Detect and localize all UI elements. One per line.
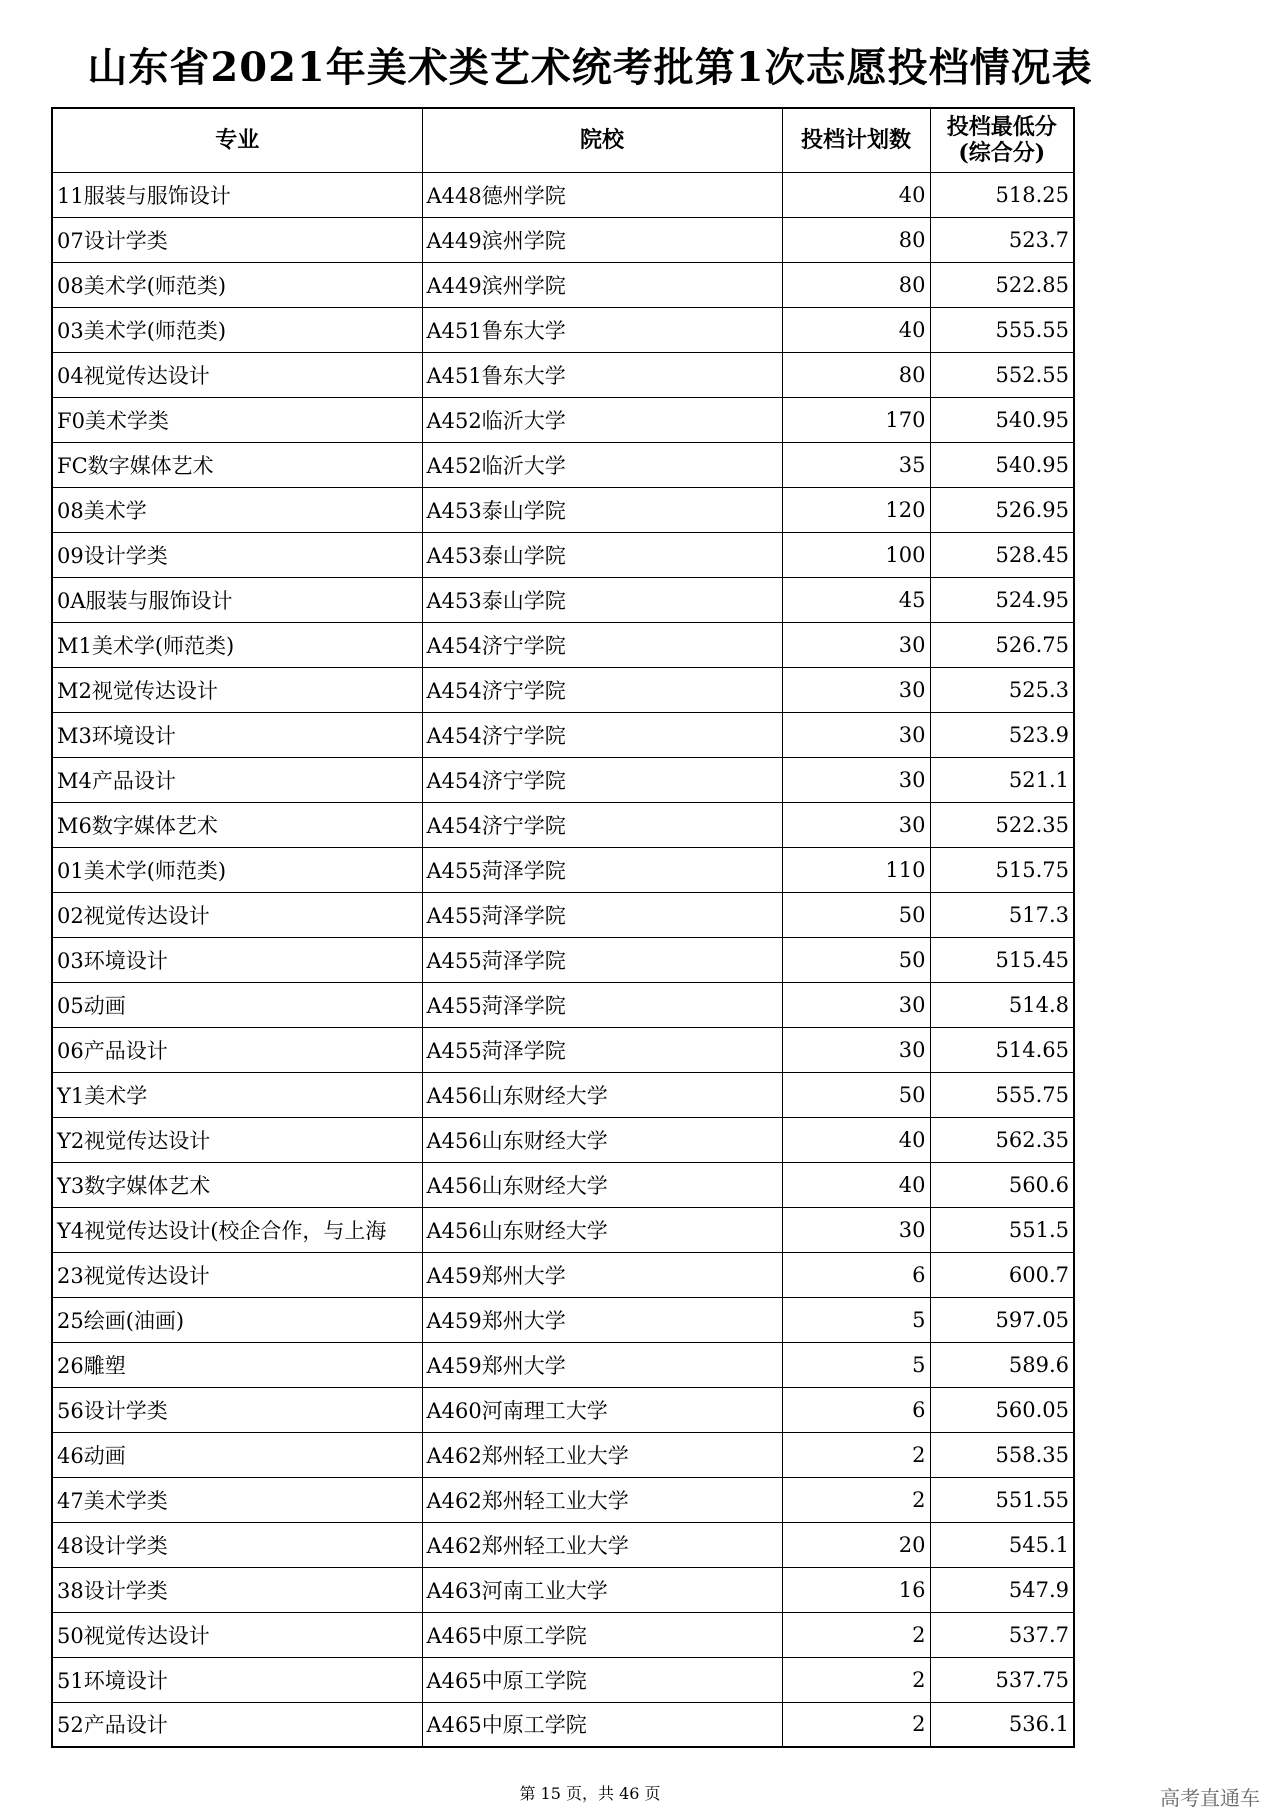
- cell-min-score: 522.85: [930, 262, 1074, 307]
- cell-school: A460河南理工大学: [422, 1387, 782, 1432]
- cell-plan-count: 40: [782, 307, 930, 352]
- cell-min-score: 558.35: [930, 1432, 1074, 1477]
- cell-school: A459郑州大学: [422, 1342, 782, 1387]
- table-row: [52, 982, 1074, 1027]
- table-row: [52, 307, 1074, 352]
- cell-min-score: 521.1: [930, 757, 1074, 802]
- cell-min-score: 515.75: [930, 847, 1074, 892]
- cell-major: 05动画: [52, 982, 422, 1027]
- cell-plan-count: 30: [782, 1027, 930, 1072]
- cell-school: A456山东财经大学: [422, 1162, 782, 1207]
- cell-major: 26雕塑: [52, 1342, 422, 1387]
- cell-major: Y4视觉传达设计(校企合作，与上海: [52, 1207, 422, 1252]
- watermark: 高考直通车: [1160, 1786, 1260, 1810]
- cell-school: A451鲁东大学: [422, 307, 782, 352]
- header-min-score-line2: (综合分): [958, 140, 1046, 167]
- cell-plan-count: 120: [782, 487, 930, 532]
- table-row: [52, 577, 1074, 622]
- cell-school: A462郑州轻工业大学: [422, 1522, 782, 1567]
- table-header-row: [52, 108, 1074, 172]
- cell-school: A465中原工学院: [422, 1657, 782, 1702]
- cell-plan-count: 6: [782, 1387, 930, 1432]
- cell-min-score: 555.75: [930, 1072, 1074, 1117]
- cell-school: A448德州学院: [422, 172, 782, 217]
- cell-major: F0美术学类: [52, 397, 422, 442]
- cell-school: A454济宁学院: [422, 712, 782, 757]
- cell-plan-count: 30: [782, 667, 930, 712]
- cell-min-score: 536.1: [930, 1702, 1074, 1747]
- cell-school: A453泰山学院: [422, 577, 782, 622]
- table-row: [52, 1252, 1074, 1297]
- cell-plan-count: 20: [782, 1522, 930, 1567]
- cell-plan-count: 80: [782, 352, 930, 397]
- cell-school: A463河南工业大学: [422, 1567, 782, 1612]
- table-row: [52, 262, 1074, 307]
- table-row: [52, 1702, 1074, 1747]
- cell-min-score: 560.05: [930, 1387, 1074, 1432]
- table-row: [52, 937, 1074, 982]
- table-row: [52, 352, 1074, 397]
- cell-major: 48设计学类: [52, 1522, 422, 1567]
- cell-major: 46动画: [52, 1432, 422, 1477]
- cell-major: 03环境设计: [52, 937, 422, 982]
- cell-school: A452临沂大学: [422, 397, 782, 442]
- cell-plan-count: 110: [782, 847, 930, 892]
- table-row: [52, 712, 1074, 757]
- table-row: [52, 1522, 1074, 1567]
- cell-plan-count: 50: [782, 1072, 930, 1117]
- cell-min-score: 562.35: [930, 1117, 1074, 1162]
- cell-school: A451鲁东大学: [422, 352, 782, 397]
- admission-table: [51, 107, 1075, 1748]
- table-row: [52, 217, 1074, 262]
- cell-school: A465中原工学院: [422, 1702, 782, 1747]
- cell-major: 08美术学(师范类): [52, 262, 422, 307]
- table-row: [52, 757, 1074, 802]
- table-row: [52, 1027, 1074, 1072]
- cell-plan-count: 35: [782, 442, 930, 487]
- table-row: [52, 1162, 1074, 1207]
- cell-major: 09设计学类: [52, 532, 422, 577]
- cell-plan-count: 30: [782, 757, 930, 802]
- cell-plan-count: 100: [782, 532, 930, 577]
- table-row: [52, 802, 1074, 847]
- cell-plan-count: 5: [782, 1297, 930, 1342]
- cell-major: 56设计学类: [52, 1387, 422, 1432]
- cell-major: 47美术学类: [52, 1477, 422, 1522]
- page-footer: 第 15 页，共 46 页: [519, 1784, 661, 1803]
- cell-major: Y2视觉传达设计: [52, 1117, 422, 1162]
- table-row: [52, 1612, 1074, 1657]
- cell-plan-count: 80: [782, 262, 930, 307]
- cell-major: 23视觉传达设计: [52, 1252, 422, 1297]
- cell-plan-count: 50: [782, 937, 930, 982]
- cell-school: A465中原工学院: [422, 1612, 782, 1657]
- table-row: [52, 1072, 1074, 1117]
- table-row: [52, 172, 1074, 217]
- cell-min-score: 560.6: [930, 1162, 1074, 1207]
- cell-plan-count: 40: [782, 1117, 930, 1162]
- header-school: 院校: [422, 108, 782, 172]
- cell-plan-count: 5: [782, 1342, 930, 1387]
- cell-plan-count: 30: [782, 982, 930, 1027]
- cell-major: 04视觉传达设计: [52, 352, 422, 397]
- cell-min-score: 514.8: [930, 982, 1074, 1027]
- cell-school: A454济宁学院: [422, 802, 782, 847]
- cell-major: Y3数字媒体艺术: [52, 1162, 422, 1207]
- table-row: [52, 442, 1074, 487]
- table-row: [52, 892, 1074, 937]
- cell-plan-count: 2: [782, 1612, 930, 1657]
- cell-plan-count: 50: [782, 892, 930, 937]
- cell-plan-count: 30: [782, 622, 930, 667]
- cell-min-score: 524.95: [930, 577, 1074, 622]
- cell-min-score: 545.1: [930, 1522, 1074, 1567]
- cell-min-score: 555.55: [930, 307, 1074, 352]
- cell-school: A456山东财经大学: [422, 1117, 782, 1162]
- table-row: [52, 847, 1074, 892]
- cell-major: 51环境设计: [52, 1657, 422, 1702]
- cell-min-score: 589.6: [930, 1342, 1074, 1387]
- cell-min-score: 537.7: [930, 1612, 1074, 1657]
- cell-major: Y1美术学: [52, 1072, 422, 1117]
- cell-school: A456山东财经大学: [422, 1072, 782, 1117]
- cell-major: 01美术学(师范类): [52, 847, 422, 892]
- cell-major: M4产品设计: [52, 757, 422, 802]
- cell-school: A454济宁学院: [422, 667, 782, 712]
- cell-school: A449滨州学院: [422, 262, 782, 307]
- table-row: [52, 667, 1074, 712]
- cell-school: A452临沂大学: [422, 442, 782, 487]
- cell-school: A455菏泽学院: [422, 1027, 782, 1072]
- cell-min-score: 547.9: [930, 1567, 1074, 1612]
- cell-plan-count: 2: [782, 1432, 930, 1477]
- cell-min-score: 551.5: [930, 1207, 1074, 1252]
- cell-min-score: 523.9: [930, 712, 1074, 757]
- cell-major: M1美术学(师范类): [52, 622, 422, 667]
- table-row: [52, 1117, 1074, 1162]
- cell-plan-count: 40: [782, 172, 930, 217]
- cell-plan-count: 80: [782, 217, 930, 262]
- cell-major: M6数字媒体艺术: [52, 802, 422, 847]
- cell-major: 08美术学: [52, 487, 422, 532]
- cell-plan-count: 2: [782, 1477, 930, 1522]
- cell-plan-count: 45: [782, 577, 930, 622]
- cell-school: A454济宁学院: [422, 622, 782, 667]
- table-row: [52, 1387, 1074, 1432]
- cell-school: A453泰山学院: [422, 487, 782, 532]
- cell-school: A462郑州轻工业大学: [422, 1432, 782, 1477]
- cell-plan-count: 2: [782, 1702, 930, 1747]
- cell-min-score: 537.75: [930, 1657, 1074, 1702]
- table-body: [52, 172, 1074, 1747]
- cell-plan-count: 6: [782, 1252, 930, 1297]
- header-min-score-line1: 投档最低分: [946, 114, 1057, 141]
- cell-min-score: 552.55: [930, 352, 1074, 397]
- cell-min-score: 517.3: [930, 892, 1074, 937]
- table-row: [52, 1207, 1074, 1252]
- cell-major: 25绘画(油画): [52, 1297, 422, 1342]
- table-row: [52, 1432, 1074, 1477]
- cell-major: 11服装与服饰设计: [52, 172, 422, 217]
- cell-major: 06产品设计: [52, 1027, 422, 1072]
- cell-school: A453泰山学院: [422, 532, 782, 577]
- cell-min-score: 518.25: [930, 172, 1074, 217]
- cell-major: 50视觉传达设计: [52, 1612, 422, 1657]
- cell-school: A462郑州轻工业大学: [422, 1477, 782, 1522]
- cell-major: 03美术学(师范类): [52, 307, 422, 352]
- table-row: [52, 532, 1074, 577]
- cell-min-score: 540.95: [930, 442, 1074, 487]
- cell-school: A454济宁学院: [422, 757, 782, 802]
- cell-school: A449滨州学院: [422, 217, 782, 262]
- table-row: [52, 397, 1074, 442]
- cell-min-score: 551.55: [930, 1477, 1074, 1522]
- table-row: [52, 1657, 1074, 1702]
- cell-min-score: 515.45: [930, 937, 1074, 982]
- cell-min-score: 526.95: [930, 487, 1074, 532]
- table-row: [52, 1297, 1074, 1342]
- cell-min-score: 540.95: [930, 397, 1074, 442]
- cell-min-score: 528.45: [930, 532, 1074, 577]
- cell-school: A455菏泽学院: [422, 847, 782, 892]
- cell-school: A455菏泽学院: [422, 937, 782, 982]
- header-major: 专业: [52, 108, 422, 172]
- cell-min-score: 522.35: [930, 802, 1074, 847]
- cell-plan-count: 40: [782, 1162, 930, 1207]
- table-row: [52, 1477, 1074, 1522]
- cell-major: 52产品设计: [52, 1702, 422, 1747]
- table-row: [52, 622, 1074, 667]
- cell-plan-count: 30: [782, 802, 930, 847]
- cell-school: A459郑州大学: [422, 1297, 782, 1342]
- cell-min-score: 523.7: [930, 217, 1074, 262]
- cell-school: A456山东财经大学: [422, 1207, 782, 1252]
- cell-plan-count: 2: [782, 1657, 930, 1702]
- cell-plan-count: 30: [782, 712, 930, 757]
- cell-major: M2视觉传达设计: [52, 667, 422, 712]
- cell-min-score: 525.3: [930, 667, 1074, 712]
- page-title: 山东省2021年美术类艺术统考批第1次志愿投档情况表: [87, 44, 1093, 91]
- cell-min-score: 514.65: [930, 1027, 1074, 1072]
- table-row: [52, 1342, 1074, 1387]
- cell-school: A455菏泽学院: [422, 982, 782, 1027]
- cell-plan-count: 30: [782, 1207, 930, 1252]
- cell-plan-count: 170: [782, 397, 930, 442]
- header-min-score: [930, 108, 1074, 172]
- header-plan-count: 投档计划数: [782, 108, 930, 172]
- cell-min-score: 600.7: [930, 1252, 1074, 1297]
- cell-major: FC数字媒体艺术: [52, 442, 422, 487]
- cell-school: A455菏泽学院: [422, 892, 782, 937]
- table-row: [52, 487, 1074, 532]
- cell-plan-count: 16: [782, 1567, 930, 1612]
- table-row: [52, 1567, 1074, 1612]
- cell-major: 38设计学类: [52, 1567, 422, 1612]
- cell-school: A459郑州大学: [422, 1252, 782, 1297]
- cell-major: 0A服装与服饰设计: [52, 577, 422, 622]
- cell-major: 07设计学类: [52, 217, 422, 262]
- cell-min-score: 597.05: [930, 1297, 1074, 1342]
- cell-major: M3环境设计: [52, 712, 422, 757]
- cell-major: 02视觉传达设计: [52, 892, 422, 937]
- cell-min-score: 526.75: [930, 622, 1074, 667]
